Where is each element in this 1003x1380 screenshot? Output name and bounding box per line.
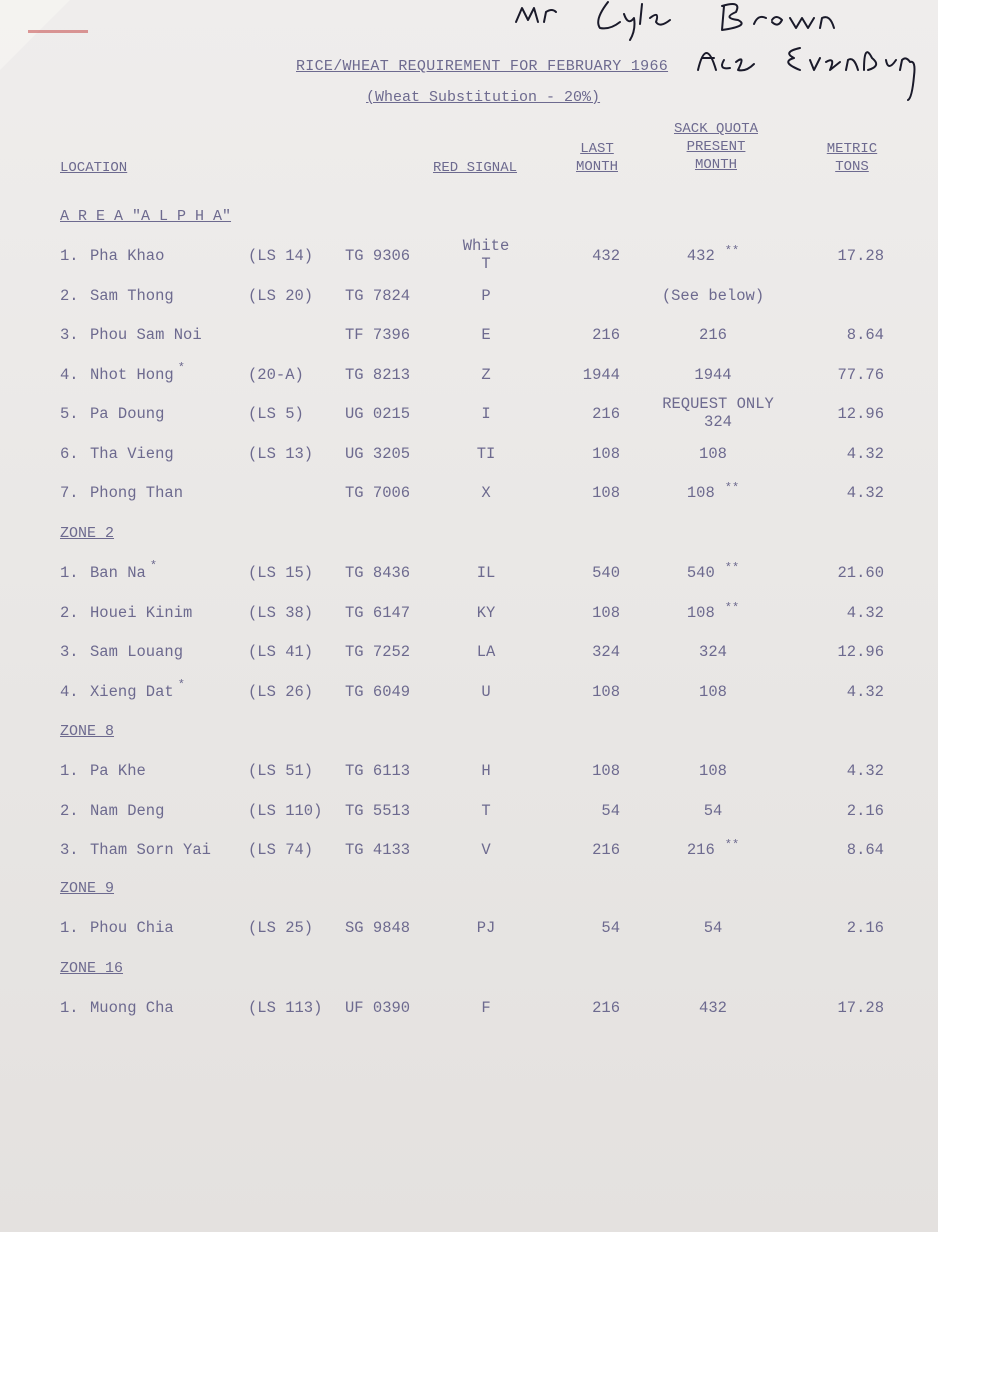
present-month-value: 108 ** (686, 481, 740, 502)
folded-corner (0, 0, 70, 70)
row-number: 2. (60, 286, 79, 305)
metric-tons-value: 12.96 (837, 405, 884, 423)
grid-reference: TG 6049 (345, 682, 411, 701)
row-number: 1. (60, 919, 79, 937)
ls-code: (LS 51) (248, 762, 314, 780)
grid-reference: TG 8213 (345, 365, 411, 384)
red-signal: H (481, 762, 491, 780)
metric-tons-value: 4.32 (846, 484, 884, 502)
present-month-value: 108 (699, 682, 727, 701)
double-asterisk-mark: ** (724, 838, 740, 852)
section-heading: A R E A "A L P H A" (60, 208, 232, 225)
last-month-value: 216 (592, 841, 620, 859)
header-metric-tons (820, 140, 884, 176)
location-name: Pha Khao (90, 247, 165, 265)
location-name: Pa Doung (90, 405, 165, 423)
row-number: 3. (60, 326, 79, 344)
location-name: Xieng Dat * (90, 677, 185, 701)
metric-tons-value: 4.32 (846, 682, 884, 701)
location-name: Tha Vieng (90, 444, 174, 463)
row-number: 1. (60, 247, 79, 265)
ls-code: (LS 20) (248, 286, 314, 305)
grid-reference: TG 7006 (345, 484, 411, 502)
metric-tons-value: 17.28 (837, 999, 884, 1017)
present-month-value: REQUEST ONLY (662, 395, 774, 413)
double-asterisk-mark: ** (724, 244, 740, 258)
red-signal: LA (476, 643, 496, 661)
present-month-value: 432 ** (686, 244, 740, 265)
red-signal: X (481, 484, 491, 502)
grid-reference: TG 6147 (345, 603, 411, 622)
metric-tons-value: 2.16 (846, 801, 884, 820)
present-month-value: 108 ** (686, 600, 740, 622)
last-month-value: 54 (601, 919, 620, 937)
last-month-value: 216 (592, 326, 620, 344)
red-signal: T (481, 801, 491, 820)
header-last-line: LAST (580, 141, 614, 157)
location-name: Nhot Hong * (90, 360, 185, 384)
ls-code: (LS 25) (248, 919, 314, 937)
last-month-value: 216 (592, 405, 620, 423)
present-month-value: 54 (703, 919, 723, 937)
row-number: 4. (60, 365, 79, 384)
location-name: Nam Deng (90, 801, 165, 820)
row-number: 7. (60, 484, 79, 502)
header-present-month-line: MONTH (694, 157, 737, 173)
location-name: Sam Louang (90, 643, 184, 661)
last-month-value: 108 (592, 444, 620, 463)
present-month-value: 1944 (694, 365, 732, 384)
present-month-value: 216 ** (686, 838, 740, 859)
present-month-value-second-line: 324 (704, 413, 732, 431)
location-name: Sam Thong (90, 286, 174, 305)
present-month-value: 108 (699, 444, 727, 463)
location-name: Houei Kinim (90, 603, 193, 622)
double-asterisk-mark: ** (724, 600, 740, 615)
grid-reference: UG 0215 (345, 405, 411, 423)
header-tons-line: TONS (835, 159, 869, 175)
row-number: 1. (60, 999, 79, 1017)
ls-code: (LS 41) (248, 643, 314, 661)
red-signal: V (481, 841, 491, 859)
red-signal: PJ (476, 919, 496, 937)
ls-code: (LS 26) (248, 682, 314, 701)
row-number: 1. (60, 762, 79, 780)
grid-reference: TG 7252 (345, 643, 411, 661)
ls-code: (20-A) (248, 365, 304, 384)
section-heading: ZONE 16 (60, 960, 124, 977)
red-signal-second-line: T (481, 255, 491, 273)
header-metric-line: METRIC (826, 141, 878, 157)
red-signal: TI (476, 444, 496, 463)
header-month-line: MONTH (575, 159, 618, 175)
row-number: 3. (60, 841, 79, 859)
ls-code: (LS 5) (248, 405, 304, 423)
row-number: 2. (60, 603, 79, 622)
present-month-value: 54 (703, 801, 723, 820)
grid-reference: TG 7824 (345, 286, 411, 305)
edge-mark (28, 30, 88, 33)
asterisk-mark: * (149, 559, 158, 573)
grid-reference: UG 3205 (345, 444, 411, 463)
metric-tons-value: 77.76 (837, 365, 884, 384)
red-signal: I (481, 405, 491, 423)
ls-code: (LS 14) (248, 247, 314, 265)
grid-reference: TG 6113 (345, 762, 411, 780)
section-heading: ZONE 2 (60, 525, 115, 542)
metric-tons-value: 2.16 (846, 919, 884, 937)
asterisk-mark: * (177, 360, 185, 375)
last-month-value: 540 (592, 564, 620, 582)
last-month-value: 216 (592, 999, 620, 1017)
ls-code: (LS 38) (248, 603, 314, 622)
row-number: 1. (60, 564, 79, 582)
red-signal: U (481, 682, 491, 701)
document-subtitle: (Wheat Substitution - 20%) (366, 89, 601, 106)
location-name: Pa Khe (90, 762, 146, 780)
last-month-value: 432 (592, 247, 620, 265)
metric-tons-value: 12.96 (837, 643, 884, 661)
red-signal: P (481, 286, 491, 305)
last-month-value: 324 (592, 643, 620, 661)
grid-reference: SG 9848 (345, 919, 411, 937)
red-signal: E (481, 326, 491, 344)
red-signal: F (481, 999, 491, 1017)
header-present-line: PRESENT (686, 139, 746, 155)
document-title: RICE/WHEAT REQUIREMENT FOR FEBRUARY 1966 (296, 58, 669, 75)
metric-tons-value: 4.32 (846, 603, 884, 622)
location-name: Ban Na * (90, 559, 158, 582)
row-number: 6. (60, 444, 79, 463)
ls-code: (LS 110) (248, 801, 323, 820)
present-month-value: 108 (699, 762, 727, 780)
location-name: Phong Than (90, 484, 184, 502)
ls-code: (LS 74) (248, 841, 314, 859)
last-month-value: 1944 (582, 365, 620, 384)
metric-tons-value: 4.32 (846, 444, 884, 463)
row-number: 4. (60, 682, 79, 701)
grid-reference: TG 5513 (345, 801, 411, 820)
location-name: Phou Sam Noi (90, 326, 202, 344)
present-month-value: 432 (699, 999, 727, 1017)
header-last-month (570, 140, 624, 176)
section-heading: ZONE 8 (60, 723, 115, 740)
last-month-value: 108 (592, 762, 620, 780)
metric-tons-value: 21.60 (837, 564, 884, 582)
header-red-signal: RED SIGNAL (433, 160, 518, 176)
section-heading: ZONE 9 (60, 880, 115, 897)
ls-code: (LS 113) (248, 999, 323, 1017)
metric-tons-value: 4.32 (846, 762, 884, 780)
last-month-value: 108 (592, 484, 620, 502)
red-signal: IL (476, 564, 496, 582)
header-location: LOCATION (60, 160, 128, 176)
asterisk-mark: * (177, 677, 185, 692)
ls-code: (LS 13) (248, 444, 314, 463)
location-name: Tham Sorn Yai (90, 841, 211, 859)
ls-code: (LS 15) (248, 564, 314, 582)
header-sack-quota-line: SACK QUOTA (673, 121, 758, 137)
metric-tons-value: 17.28 (837, 247, 884, 265)
row-number: 5. (60, 405, 79, 423)
grid-reference: TF 7396 (345, 326, 411, 344)
double-asterisk-mark: ** (724, 561, 740, 575)
metric-tons-value: 8.64 (846, 326, 884, 344)
grid-reference: TG 8436 (345, 564, 411, 582)
double-asterisk-mark: ** (724, 481, 740, 495)
present-month-value: (See below) (661, 286, 765, 305)
last-month-value: 108 (592, 682, 620, 701)
row-number: 3. (60, 643, 79, 661)
location-name: Phou Chia (90, 919, 174, 937)
present-month-value: 540 ** (686, 561, 740, 582)
red-signal: KY (476, 603, 496, 622)
red-signal: Z (481, 365, 491, 384)
present-month-value: 216 (699, 326, 727, 344)
grid-reference: TG 4133 (345, 841, 411, 859)
header-sack-quota (664, 120, 768, 174)
metric-tons-value: 8.64 (846, 841, 884, 859)
present-month-value: 324 (699, 643, 727, 661)
grid-reference: UF 0390 (345, 999, 411, 1017)
row-number: 2. (60, 801, 79, 820)
grid-reference: TG 9306 (345, 247, 411, 265)
last-month-value: 54 (601, 801, 620, 820)
last-month-value: 108 (592, 603, 620, 622)
location-name: Muong Cha (90, 999, 174, 1017)
red-signal: White (462, 237, 510, 255)
